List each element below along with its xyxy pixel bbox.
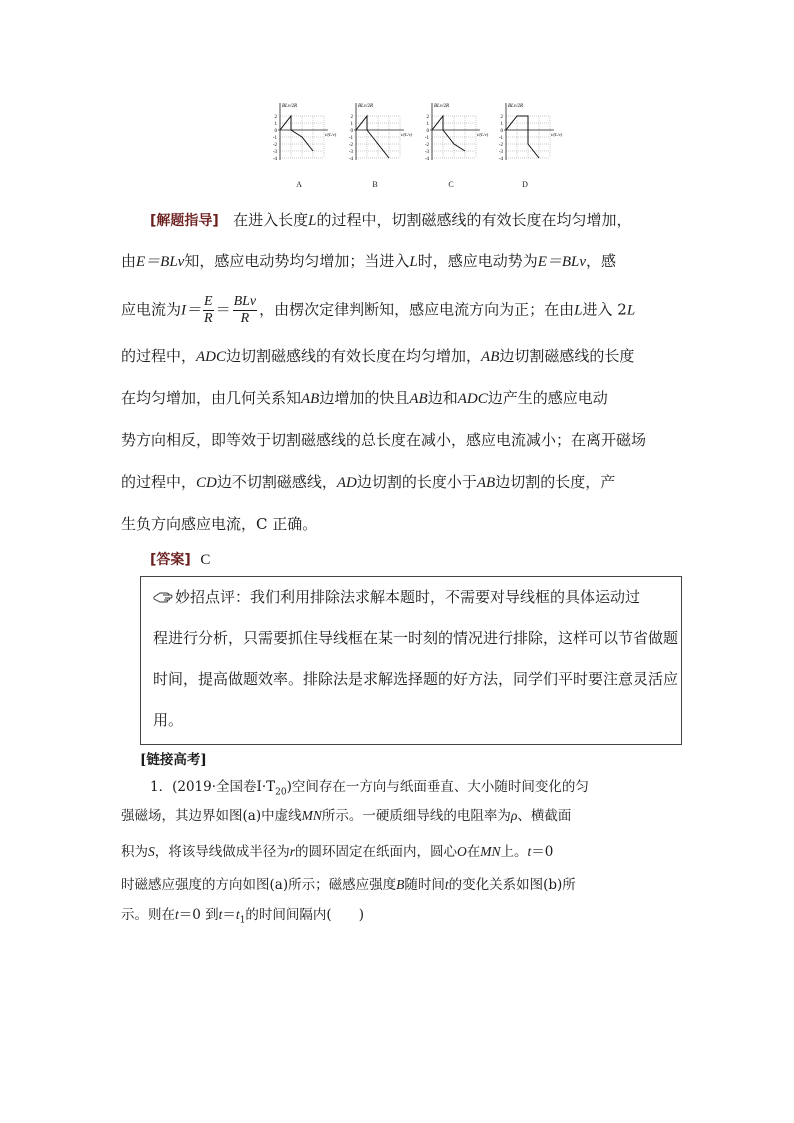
guide-line-6: [121, 430, 676, 450]
var: AB: [476, 475, 496, 491]
text: 上。: [500, 844, 528, 860]
var: MN: [301, 808, 322, 823]
text: 程进行分析，只需要抓住导线框在某一时刻的情况进行排除，这样可以节省做题: [153, 629, 679, 647]
text: 的时间间隔内( ): [245, 907, 364, 923]
tick-label: -3: [348, 150, 353, 155]
text: ，由楞次定律判断知，感应电流方向为正；在由: [259, 300, 575, 319]
question-line-2: [121, 807, 571, 825]
tick-label: -2: [272, 143, 277, 148]
subscript: 1: [239, 915, 246, 926]
var: L: [626, 302, 636, 319]
graph-label: B: [372, 180, 378, 189]
text: 边和: [427, 389, 458, 407]
tick-label: -3: [272, 150, 277, 155]
text: 边切割磁感线的长度: [499, 347, 635, 365]
tick-label: 1: [350, 122, 353, 127]
graph-c: [418, 100, 489, 192]
question-line-4: [121, 876, 576, 894]
text: 的过程中，: [121, 347, 197, 365]
text: 的变化关系如图(b)所: [448, 877, 576, 893]
text: 应电流为: [121, 300, 182, 319]
tick-label: 0: [274, 129, 277, 134]
text: 边产生的感应电动: [487, 389, 608, 407]
question-line-3: [121, 843, 553, 861]
guide-line-2: [121, 251, 676, 272]
text: 在: [466, 844, 481, 860]
var: B: [396, 877, 405, 892]
tick-label: 1: [426, 122, 429, 127]
guide-line-3: [121, 294, 676, 327]
tick-label: -4: [348, 157, 353, 162]
tick-label: -2: [498, 143, 503, 148]
tick-label: 2: [350, 115, 353, 120]
axis-x-label: t/(L/v): [401, 132, 413, 137]
tick-label: -2: [348, 143, 353, 148]
tick-label: 0: [426, 129, 429, 134]
var: t: [235, 907, 240, 922]
var: AB: [481, 349, 500, 365]
var: AB: [409, 391, 428, 407]
question-line-1: [150, 778, 589, 802]
graph-a: [266, 100, 337, 192]
text: 的圆环固定在纸面内，圆心: [295, 844, 458, 860]
guide-line-8: [121, 514, 676, 534]
var: O: [457, 844, 467, 859]
tip-line-3: [153, 669, 678, 689]
numerator: E: [204, 294, 213, 309]
graph-label: D: [522, 180, 528, 189]
text: 边不切割磁感线，: [216, 473, 337, 491]
text: 强磁场，其边界如图(a)中虚线: [121, 808, 302, 824]
graph-label: A: [296, 180, 302, 189]
text: ＝0 到: [178, 907, 219, 923]
guide-tag: [解题指导]: [150, 213, 219, 229]
text: 、横截面: [517, 808, 572, 824]
tick-label: 0: [500, 129, 503, 134]
text: ＝0: [531, 844, 554, 860]
guide-line-5: [121, 388, 676, 409]
graph-b-plot: [342, 100, 413, 180]
text: ，感: [586, 252, 617, 270]
tick-label: -4: [424, 157, 429, 162]
subscript: 20: [275, 787, 287, 798]
text: 生负方向感应电流，C 正确。: [121, 515, 318, 533]
text: 边切割的长度，产: [495, 473, 616, 491]
var: CD: [196, 475, 217, 491]
axis-x-label: t/(L/v): [551, 132, 563, 137]
text: 随时间: [404, 877, 445, 893]
text: 的过程中，: [121, 473, 197, 491]
var: ρ: [510, 808, 518, 823]
tick-label: -1: [498, 136, 503, 141]
var: t: [175, 907, 179, 922]
var: t: [218, 907, 223, 922]
answer-line: [150, 549, 705, 570]
text: 在均匀增加，由几何关系知: [121, 389, 302, 407]
tip-line-1: [153, 587, 640, 607]
text: 所示。一硬质细导线的电阻率为: [321, 808, 511, 824]
text: 知，感应电动势均匀增加；当进入: [184, 252, 410, 270]
graph-curve: [432, 116, 465, 151]
text: 1．(2019·全国卷Ⅰ·T: [150, 779, 276, 795]
var: AB: [301, 391, 320, 407]
tick-label: 2: [274, 115, 277, 120]
axis-x-label: t/(L/v): [477, 132, 489, 137]
axis-top-label: BLv/2R: [358, 104, 373, 109]
text: 的过程中，切割磁感线的有效长度在均匀增加，: [316, 211, 632, 229]
text: ＝: [222, 907, 236, 923]
text: 时磁感应强度的方向如图(a)所示；磁感应强度: [121, 877, 397, 893]
var: AD: [336, 475, 357, 491]
var: S: [148, 844, 155, 859]
tick-label: -4: [498, 157, 503, 162]
fraction-blv-over-r: [233, 294, 258, 327]
graph-b: [342, 100, 413, 192]
numerator: BLv: [233, 294, 257, 309]
axis-top-label: BLv/2R: [434, 104, 449, 109]
axis-top-label: BLv/2R: [282, 104, 297, 109]
text: 由: [121, 252, 137, 270]
fraction-e-over-r: [203, 294, 214, 327]
guide-line-1: [150, 210, 705, 231]
graph-d-plot: [492, 100, 563, 180]
pointing-hand-icon: [153, 589, 173, 603]
var: MN: [480, 844, 501, 859]
text: 在进入长度: [233, 211, 309, 229]
equation: E＝BLv: [537, 254, 587, 270]
tick-label: -1: [424, 136, 429, 141]
tick-label: -3: [424, 150, 429, 155]
axis-top-label: BLv/2R: [508, 104, 523, 109]
text: )空间存在一方向与纸面垂直、大小随时间变化的匀: [286, 779, 589, 795]
tick-label: -1: [348, 136, 353, 141]
graph-a-plot: [266, 100, 337, 180]
text: 示。则在: [121, 907, 175, 923]
text: 用。: [153, 711, 184, 729]
text: 积为: [121, 844, 148, 860]
tick-label: -4: [272, 157, 277, 162]
axis-x-label: t/(L/v): [325, 132, 337, 137]
tick-label: 2: [426, 115, 429, 120]
text: ＝: [215, 300, 231, 319]
text: 我们利用排除法求解本题时，不需要对导线框的具体运动过: [250, 588, 641, 606]
text: 时，感应电动势为: [417, 252, 538, 270]
tip-line-4: [153, 710, 183, 730]
equation: E＝BLv: [136, 254, 185, 270]
tick-label: -1: [272, 136, 277, 141]
graph-d: [492, 100, 563, 192]
guide-line-7: [121, 472, 676, 493]
graph-curve: [280, 116, 313, 151]
var: L: [308, 213, 317, 229]
tick-label: 0: [350, 129, 353, 134]
graph-label: C: [448, 180, 454, 189]
link-heading: [链接高考]: [140, 752, 207, 768]
tick-label: 1: [500, 122, 503, 127]
var: t: [527, 844, 532, 859]
graph-c-plot: [418, 100, 489, 180]
tick-label: 2: [500, 115, 503, 120]
guide-line-4: [121, 346, 676, 367]
var: r: [289, 844, 296, 859]
tip-box: [140, 576, 682, 745]
tick-label: -2: [424, 143, 429, 148]
question-line-5: [121, 906, 364, 930]
tip-line-2: [153, 628, 678, 648]
denominator: R: [204, 311, 213, 326]
text: 边增加的快且: [319, 389, 410, 407]
text: 势方向相反，即等效于切割磁感线的总长度在减小，感应电流减小；在离开磁场: [121, 431, 647, 449]
option-graphs: [266, 100, 563, 192]
text: 时间，提高做题效率。排除法是求解选择题的好方法，同学们平时要注意灵活应: [153, 670, 679, 688]
equation: I＝: [181, 302, 202, 319]
tick-label: -3: [498, 150, 503, 155]
var: ADC: [457, 391, 488, 407]
tip-title: 妙招点评：: [175, 588, 251, 606]
answer-value: C: [200, 552, 211, 568]
tick-label: 1: [274, 122, 277, 127]
var: t: [444, 877, 449, 892]
text: 边切割的长度小于: [356, 473, 477, 491]
denominator: R: [240, 311, 250, 326]
text: 边切割磁感线的有效长度在均匀增加，: [226, 347, 482, 365]
var: L: [574, 302, 583, 319]
var: L: [409, 254, 418, 270]
var: ADC: [196, 349, 227, 365]
text: 进入 2: [582, 300, 627, 319]
answer-tag: [答案]: [150, 552, 191, 568]
text: ，将该导线做成半径为: [154, 844, 290, 860]
